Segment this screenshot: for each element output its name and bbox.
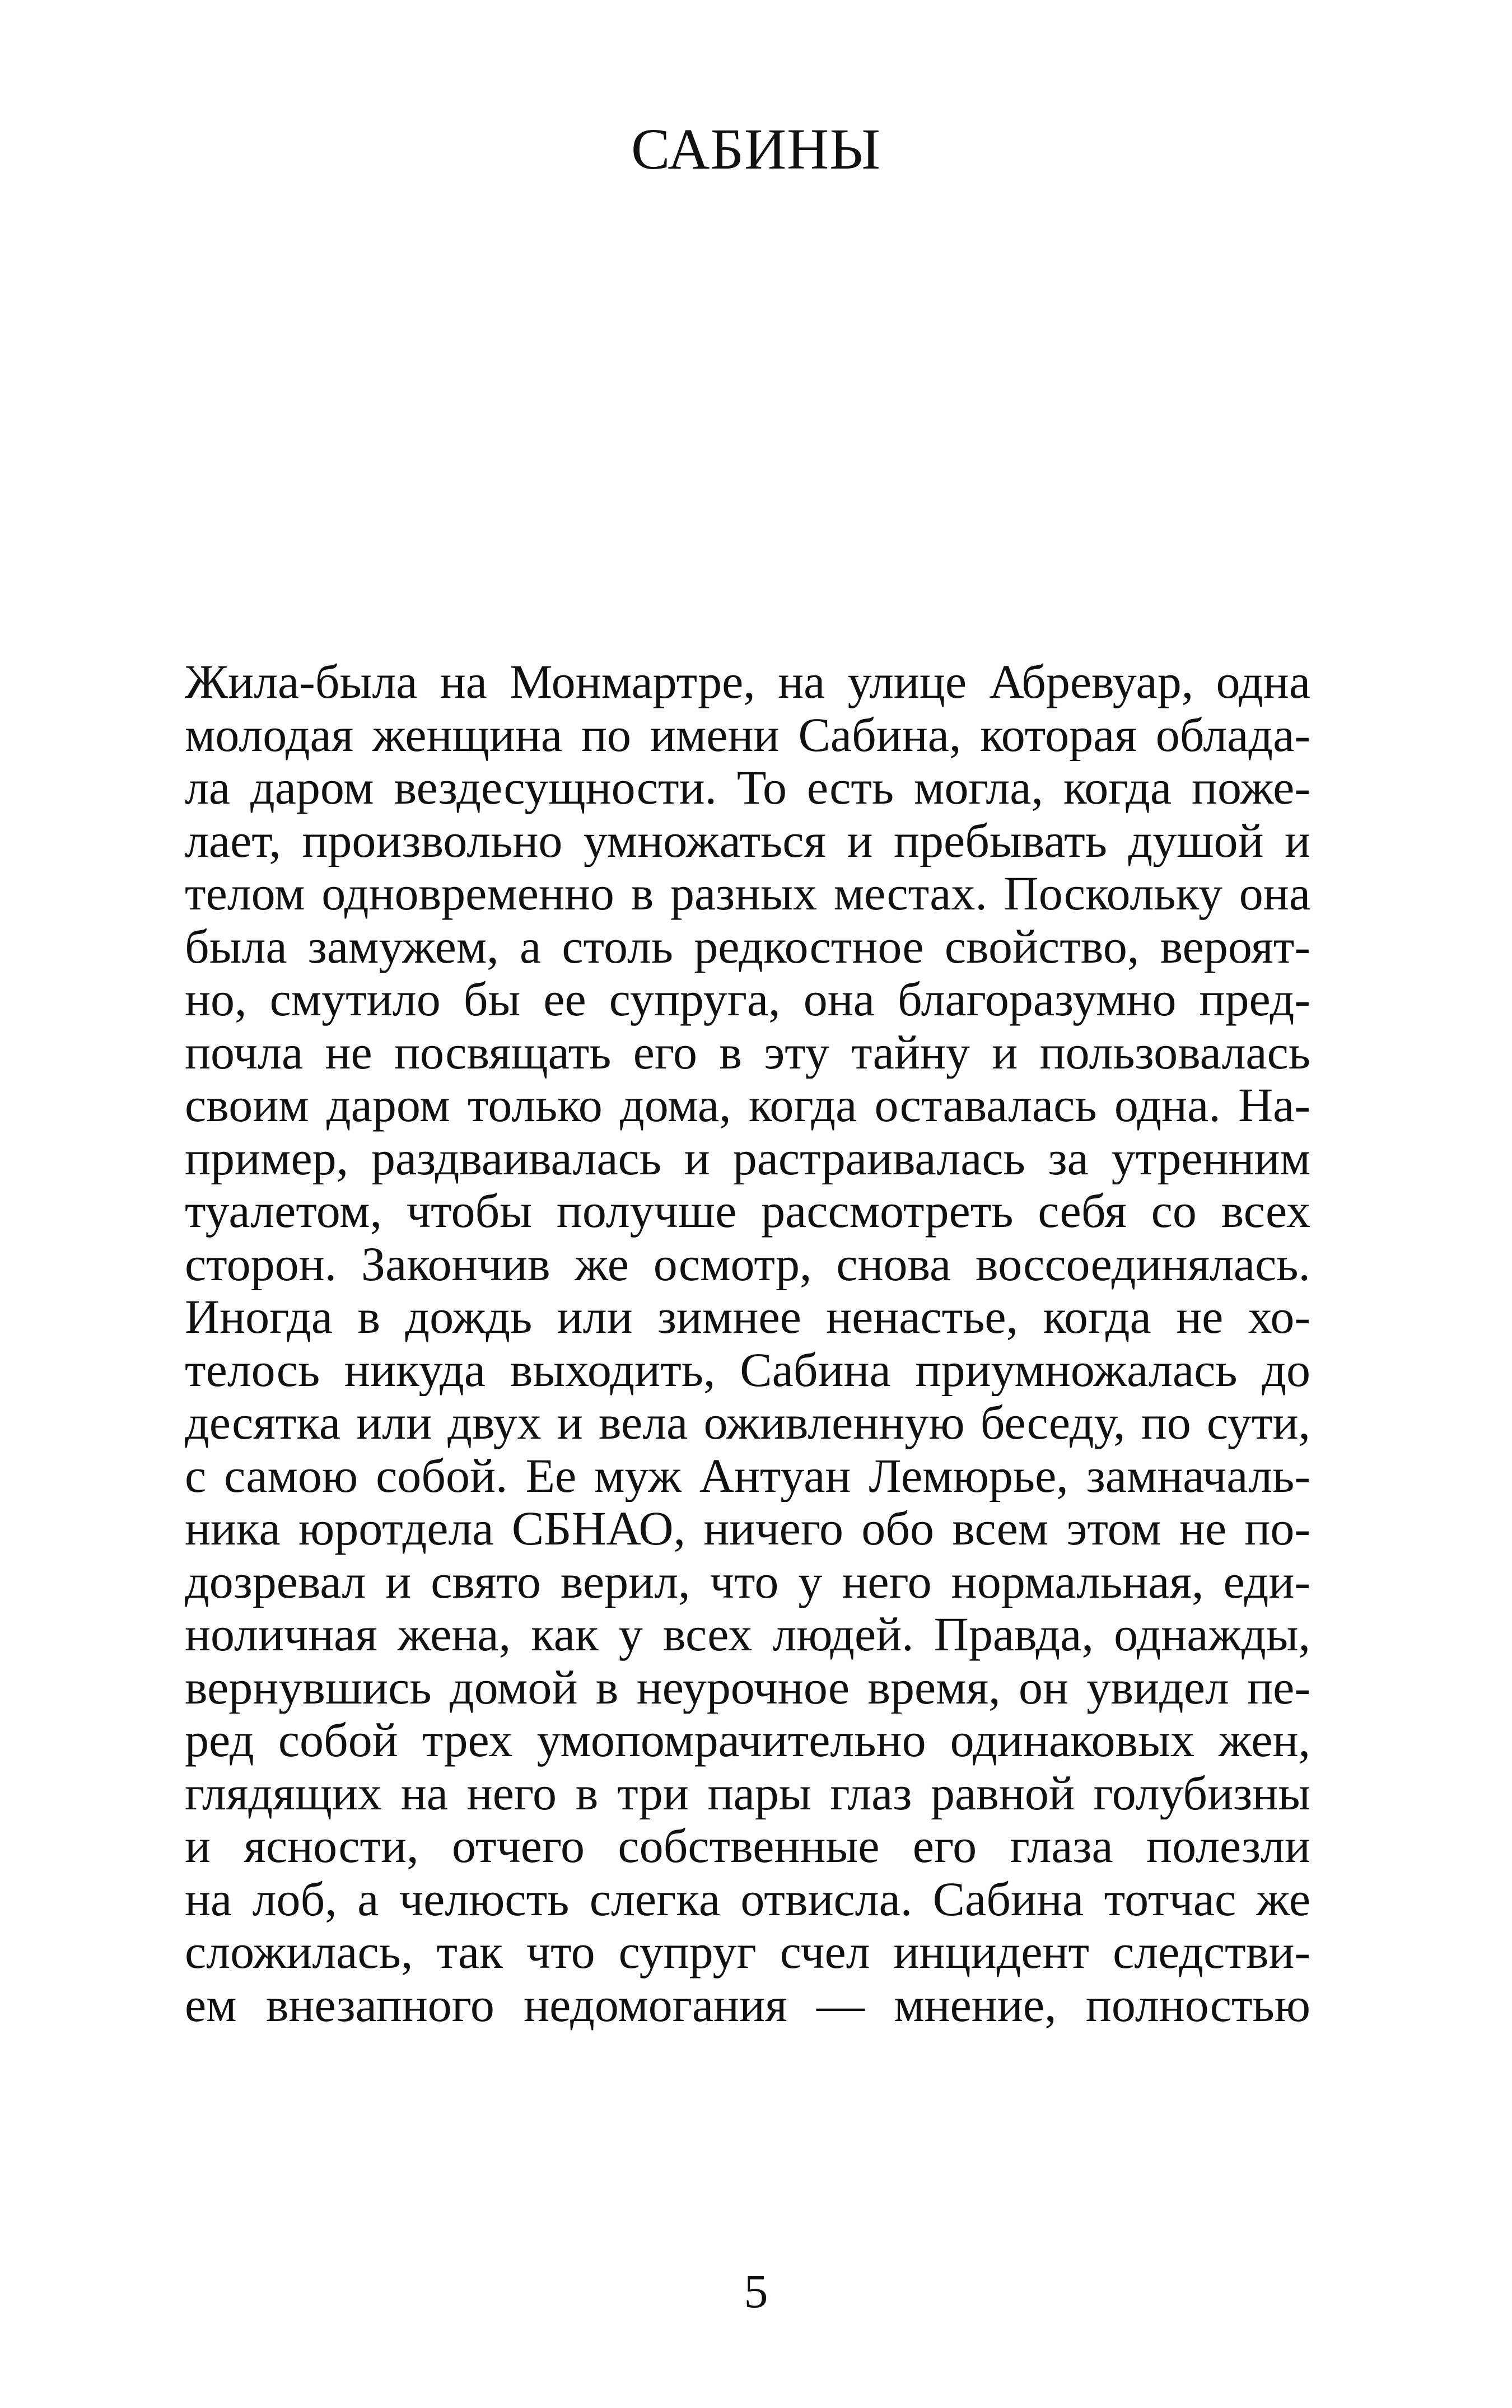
text-line: своим даром только дома, когда оставалась одна. На- xyxy=(185,1079,1310,1132)
text-line: Иногда в дождь или зимнее ненастье, когда не хо- xyxy=(185,1290,1310,1343)
text-line: десятка или двух и вела оживленную беседу, по сути, xyxy=(185,1396,1310,1449)
text-line: и ясности, отчего собственные его глаза полезли xyxy=(185,1819,1310,1873)
text-line: молодая женщина по имени Сабина, которая облада- xyxy=(185,708,1310,761)
text-line: но, смутило бы ее супруга, она благоразумно пред- xyxy=(185,973,1310,1026)
text-line: телом одновременно в разных местах. Поскольку она xyxy=(185,867,1310,920)
text-line: Жила-была на Монмартре, на улице Абревуар, одна xyxy=(185,655,1310,708)
text-line: с самою собой. Ее муж Антуан Лемюрье, замначаль- xyxy=(185,1449,1310,1502)
text-line: ла даром вездесущности. То есть могла, когда поже- xyxy=(185,761,1310,814)
text-line: туалетом, чтобы получше рассмотреть себя со всех xyxy=(185,1184,1310,1238)
text-line: вернувшись домой в неурочное время, он увидел пе- xyxy=(185,1660,1310,1714)
text-line: лает, произвольно умножаться и пребывать душой и xyxy=(185,814,1310,867)
body-text xyxy=(185,655,1310,2031)
text-line: глядящих на него в три пары глаз равной голубизны xyxy=(185,1766,1310,1819)
text-line: дозревал и свято верил, что у него нормальная, еди- xyxy=(185,1555,1310,1608)
chapter-title: САБИНЫ xyxy=(631,117,881,181)
text-line: сложилась, так что супруг счел инцидент следстви- xyxy=(185,1925,1310,1978)
text-line: ред собой трех умопомрачительно одинаковых жен, xyxy=(185,1714,1310,1767)
text-line: была замужем, а столь редкостное свойство, вероят- xyxy=(185,920,1310,973)
text-line: сторон. Закончив же осмотр, снова воссоединялась. xyxy=(185,1237,1310,1290)
text-line: пример, раздваивалась и растраивалась за утренним xyxy=(185,1131,1310,1184)
text-line: на лоб, а челюсть слегка отвисла. Сабина тотчас же xyxy=(185,1872,1310,1925)
text-line: ника юротдела СБНАО, ничего обо всем этом не по- xyxy=(185,1502,1310,1555)
text-line: телось никуда выходить, Сабина приумножалась до xyxy=(185,1343,1310,1396)
text-line: ноличная жена, как у всех людей. Правда, однажды, xyxy=(185,1608,1310,1661)
page-number: 5 xyxy=(744,2264,768,2318)
text-line: почла не посвящать его в эту тайну и пользовалась xyxy=(185,1025,1310,1079)
text-line: ем внезапного недомогания — мнение, полностью xyxy=(185,1978,1310,2031)
